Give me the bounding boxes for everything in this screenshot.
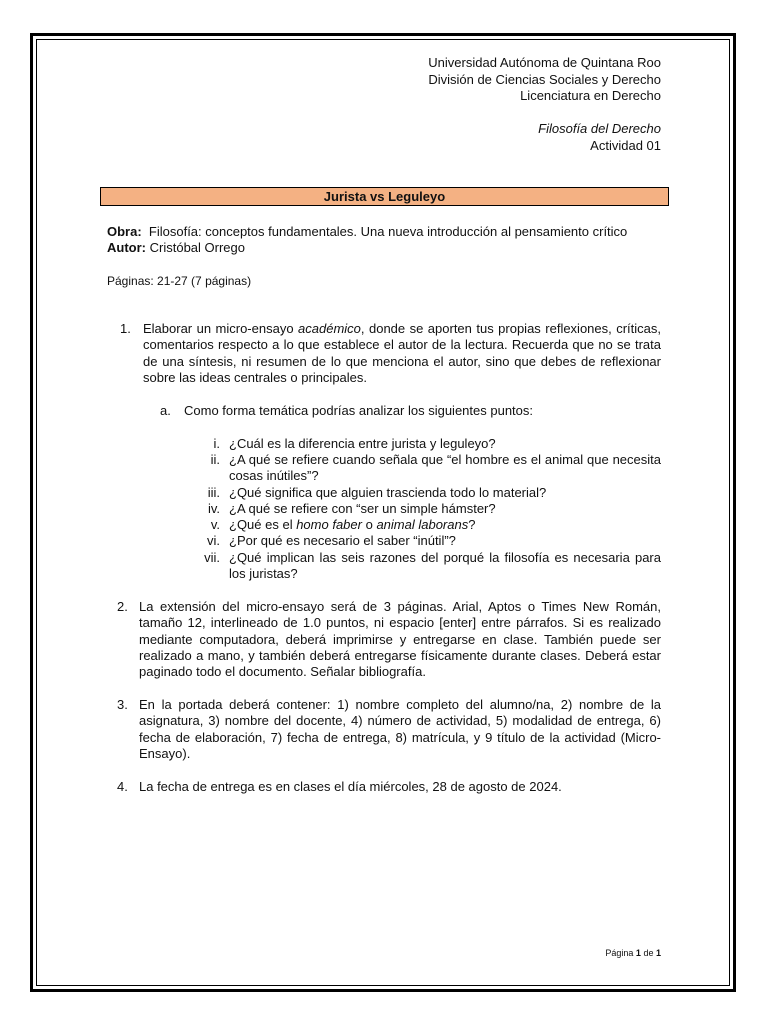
page-footer: Página 1 de 1: [605, 948, 661, 958]
obra-label: Obra:: [107, 224, 142, 239]
document-title: Jurista vs Leguleyo: [100, 187, 669, 206]
obra-value: Filosofía: conceptos fundamentales. Una nueva introducción al pensamiento crítico: [148, 224, 628, 239]
autor-line: [107, 240, 627, 256]
institution-header: [428, 55, 661, 105]
item-number: 4.: [117, 779, 128, 794]
question-text: ¿Qué es el homo faber o animal laborans?: [229, 517, 476, 532]
item-number: 3.: [117, 697, 128, 712]
question-text: ¿A qué se refiere con “ser un simple hámster?: [229, 501, 496, 516]
question-text: ¿Por qué es necesario el saber “inútil”?: [229, 533, 456, 548]
question-text: ¿Qué significa que alguien trascienda todo lo material?: [229, 485, 547, 500]
course-name: Filosofía del Derecho: [538, 121, 661, 136]
program-name: Licenciatura en Derecho: [520, 88, 661, 103]
question-text: ¿Cuál es la diferencia entre jurista y leguleyo?: [229, 436, 496, 451]
item-text: En la portada deberá contener: 1) nombre completo del alumno/na, 2) nombre de la asignatura, 3) nombre del docente, 4) número de actividad, 5) modalidad de entrega, 6) fecha de elaboración, 7) fecha de entrega, 8) matrícula, y 9 título de la actividad (Micro-Ensayo).: [139, 697, 661, 761]
item-number: 2.: [117, 599, 128, 614]
course-header: [538, 121, 661, 154]
obra-line: [107, 224, 627, 240]
question-text: ¿Qué implican las seis razones del porqué la filosofía es necesaria para los juristas?: [229, 550, 661, 582]
question-text: ¿A qué se refiere cuando señala que “el hombre es el animal que necesita cosas inútiles”?: [229, 452, 661, 484]
item-text: La extensión del micro-ensayo será de 3 páginas. Arial, Aptos o Times New Román, tamaño 12, interlineado de 1.0 puntos, ni espacio [enter] entre párrafos. Si es realizado mediante computadora, deberá imprimirse y entregarse en clase. También puede ser realizado a mano, y también deberá entregarse físicamente durante clases. Deberá estar paginado todo el documento. Señalar bibliografía.: [139, 599, 661, 680]
question-number: i.: [213, 436, 220, 451]
autor-label: Autor:: [107, 240, 146, 255]
reading-info: [107, 224, 627, 256]
item-number: 1.: [120, 321, 131, 336]
autor-value: Cristóbal Orrego: [149, 240, 245, 255]
division-name: División de Ciencias Sociales y Derecho: [428, 71, 661, 87]
question-number: vii.: [204, 550, 220, 565]
question-number: v.: [210, 517, 220, 532]
item-text: Elaborar un micro-ensayo académico, donde se aporten tus propias reflexiones, críticas, comentarios respecto a lo que establece el autor de la lectura. Recuerda que no se trata de una síntesis, ni resumen de lo que menciona el autor, sino que debes de reflexionar sobre las ideas centrales o principales.: [143, 321, 661, 385]
item-text: La fecha de entrega es en clases el día miércoles, 28 de agosto de 2024.: [139, 779, 562, 794]
question-number: vi.: [207, 533, 220, 548]
question-number: iii.: [207, 485, 220, 500]
question-number: ii.: [210, 452, 220, 467]
question-number: iv.: [207, 501, 220, 516]
activity-number: Actividad 01: [590, 137, 661, 153]
subitem-text: Como forma temática podrías analizar los siguientes puntos:: [184, 403, 534, 418]
university-name: Universidad Autónoma de Quintana Roo: [428, 55, 661, 70]
subitem-letter: a.: [160, 403, 171, 418]
pages-info: Páginas: 21-27 (7 páginas): [107, 274, 252, 288]
